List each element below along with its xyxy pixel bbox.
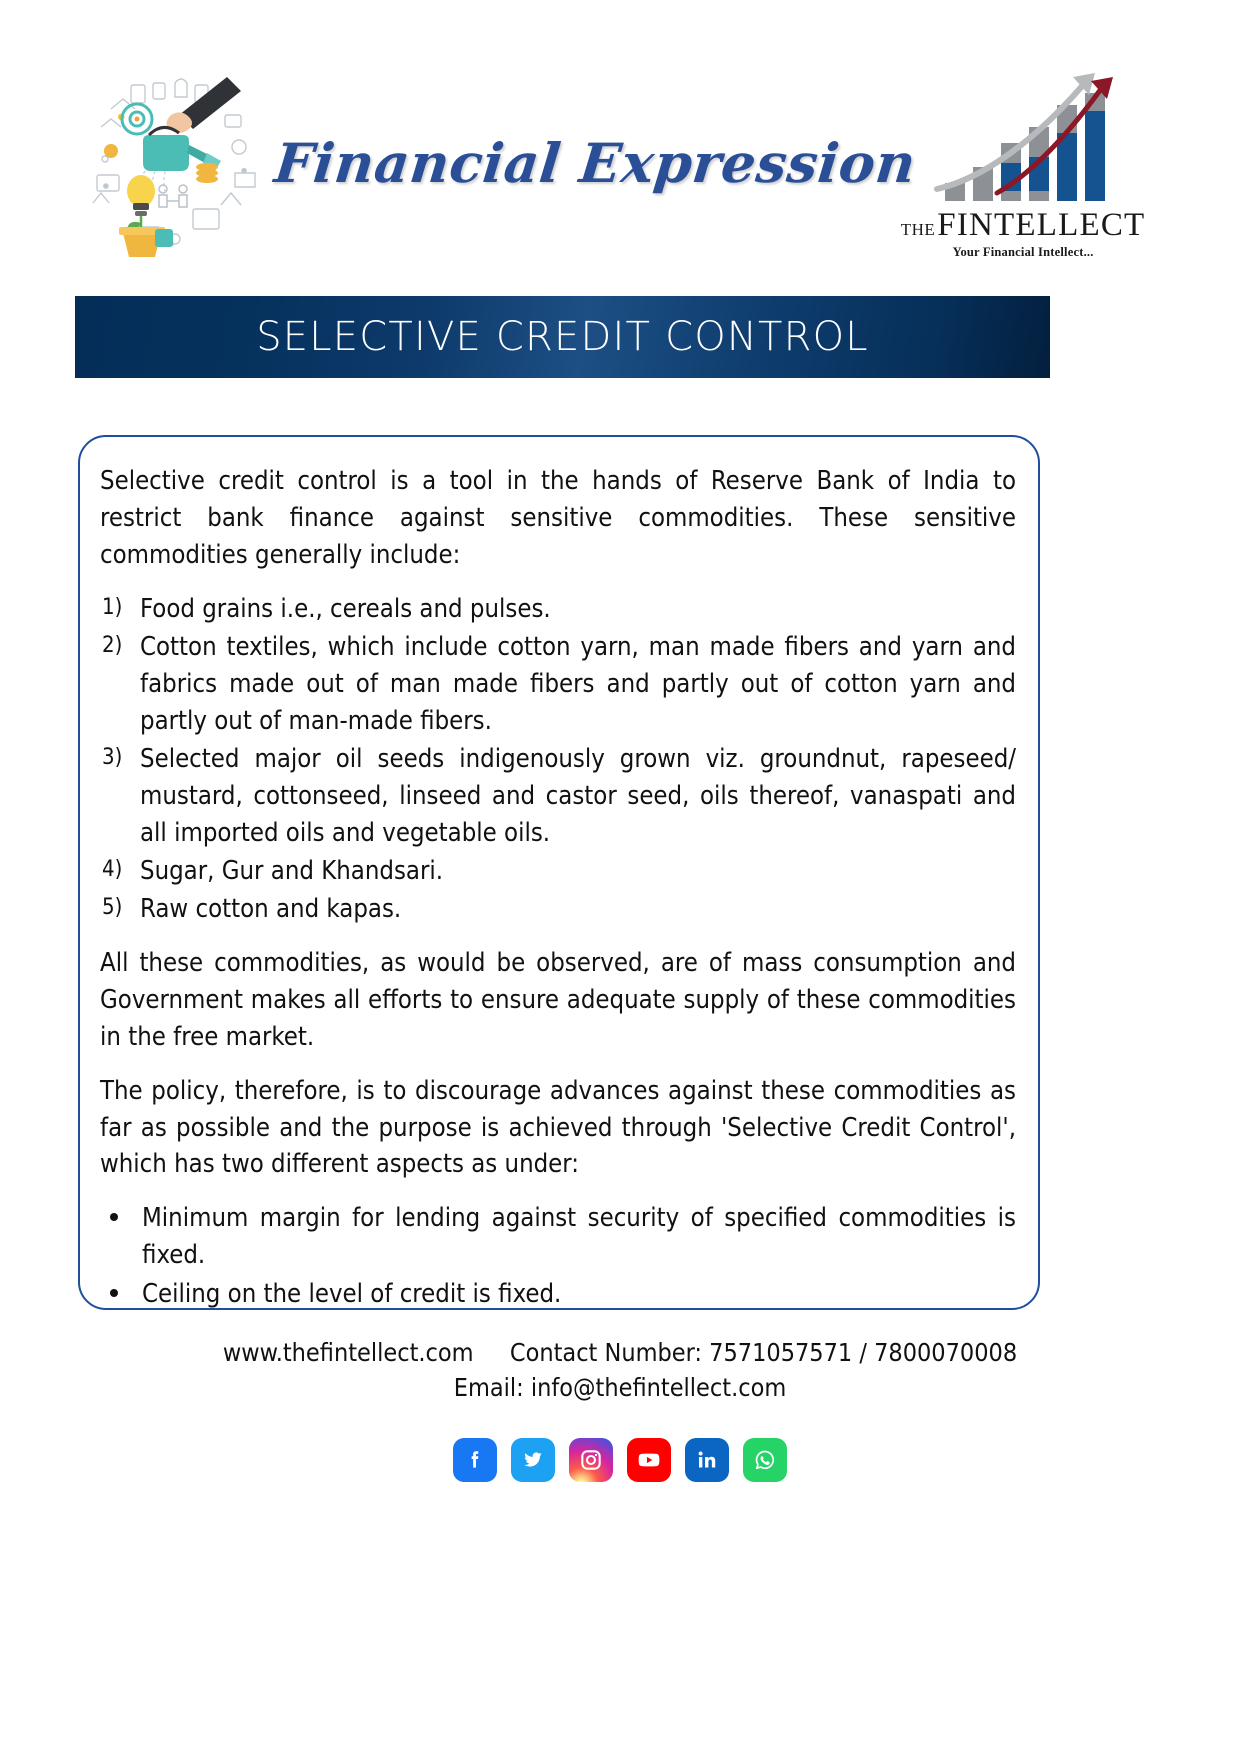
facebook-icon[interactable] (453, 1438, 497, 1482)
bullet-dot-icon (110, 1289, 118, 1297)
list-item (100, 1200, 1016, 1274)
footer-website[interactable]: www.thefintellect.com (222, 1338, 474, 1367)
mass-consumption-paragraph: All these commodities, as would be observed, are of mass consumption and Government makes all efforts to ensure adequate supply of these commodities in the free market. (100, 947, 1016, 1052)
list-item-text: Sugar, Gur and Khandsari. (140, 855, 444, 886)
footer-contact-number: Contact Number: 7571057571 / 7800070008 (509, 1338, 1018, 1367)
linkedin-icon[interactable] (685, 1438, 729, 1482)
brand-the-text: THE (900, 220, 936, 239)
intro-paragraph: Selective credit control is a tool in the hands of Reserve Bank of India to restrict bank finance against sensitive commodities. These sensitive commodities generally include: (100, 466, 1016, 570)
masthead (75, 55, 1146, 270)
twitter-icon[interactable] (511, 1438, 555, 1482)
list-marker: 4) (102, 856, 123, 882)
page-masthead-title: Financial Expression (271, 130, 919, 195)
list-marker: 2) (102, 632, 123, 658)
policy-paragraph: The policy, therefore, is to discourage advances against these commodities as far as possible and the purpose is achieved through 'Selective Credit Control', which has two different aspects as under: (100, 1075, 1016, 1180)
brand-tagline: Your Financial Intellect... (952, 245, 1094, 259)
fintellect-logo (900, 65, 1146, 260)
sensitive-commodities-list (100, 591, 1016, 928)
list-item (100, 853, 1016, 890)
credit-control-aspects-list (100, 1200, 1016, 1313)
watering-can-idea-icon (75, 63, 275, 263)
list-item-text: Food grains i.e., cereals and pulses. (140, 593, 551, 624)
bullet-dot-icon (110, 1213, 118, 1221)
list-item (100, 741, 1016, 852)
footer-line-primary (0, 1335, 1240, 1370)
social-links-row (0, 1438, 1240, 1482)
list-item-text: Cotton textiles, which include cotton yarn, man made fibers and yarn and fabrics made out of man made fibers and partly out of cotton yarn and partly out of man-made fibers. (140, 631, 1016, 736)
brand-wordmark (901, 209, 1146, 242)
footer-email[interactable]: Email: info@thefintellect.com (453, 1373, 787, 1402)
list-item-text: Raw cotton and kapas. (140, 893, 402, 924)
list-marker: 3) (102, 744, 123, 770)
list-item-text: Ceiling on the level of credit is fixed. (142, 1279, 562, 1310)
article-title: SELECTIVE CREDIT CONTROL (256, 314, 869, 360)
list-marker: 5) (102, 894, 123, 920)
list-item-text: Selected major oil seeds indigenously grown viz. groundnut, rapeseed/ mustard, cottonseed, linseed and castor seed, oils thereof, vanaspati and all imported oils and vegetable oils. (140, 743, 1016, 848)
growth-chart-icon (923, 71, 1123, 211)
article-title-banner (75, 296, 1050, 378)
instagram-icon[interactable] (569, 1438, 613, 1482)
list-item (100, 629, 1016, 740)
business-icons-illustration (75, 63, 275, 263)
youtube-icon[interactable] (627, 1438, 671, 1482)
footer-contact-block (0, 1335, 1240, 1405)
brand-main-text: FINTELLECT (937, 207, 1146, 243)
list-item (100, 591, 1016, 628)
article-content-card (78, 435, 1040, 1310)
list-item (100, 1276, 1016, 1313)
whatsapp-icon[interactable] (743, 1438, 787, 1482)
list-item (100, 891, 1016, 928)
list-marker: 1) (102, 594, 123, 620)
list-item-text: Minimum margin for lending against security of specified commodities is fixed. (142, 1203, 1016, 1271)
